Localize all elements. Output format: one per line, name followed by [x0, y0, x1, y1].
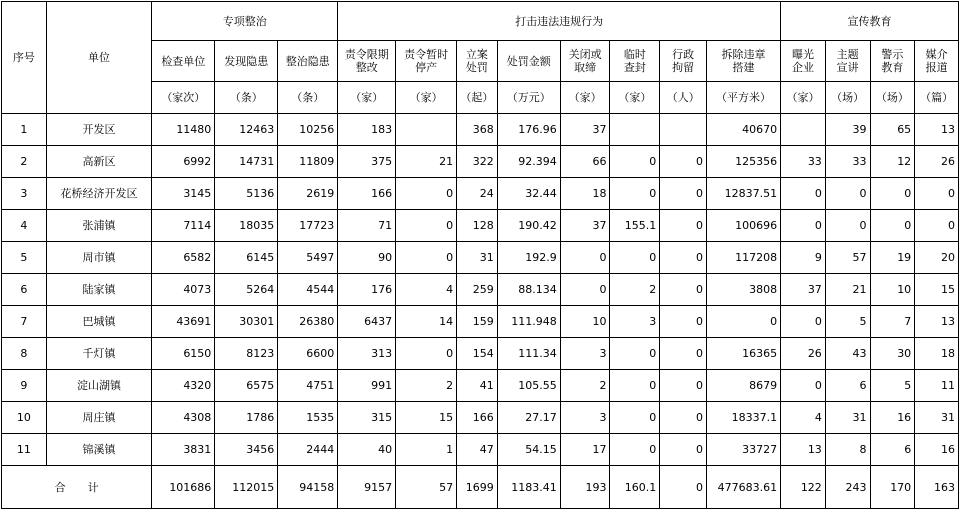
table-cell: 4544: [278, 274, 338, 306]
table-cell: 0: [396, 242, 457, 274]
table-cell: 3: [560, 338, 610, 370]
table-cell: 6150: [152, 338, 215, 370]
row-unit-name: 高新区: [46, 146, 152, 178]
table-cell: 20: [915, 242, 959, 274]
table-cell: 0: [781, 370, 826, 402]
table-cell: 54.15: [497, 434, 560, 466]
table-cell: 10: [870, 274, 915, 306]
table-cell: 100696: [706, 210, 780, 242]
table-row: [2, 178, 959, 210]
column-unit: （万元）: [497, 82, 560, 114]
column-header: 责令暂时 停产: [396, 41, 457, 82]
row-seq: 10: [2, 402, 47, 434]
table-cell: 8679: [706, 370, 780, 402]
table-cell: 0: [610, 338, 660, 370]
table-cell: 0: [396, 338, 457, 370]
table-cell: 12837.51: [706, 178, 780, 210]
table-cell: 991: [338, 370, 396, 402]
header-seq: 序号: [2, 2, 47, 114]
table-row: [2, 114, 959, 146]
table-cell: 18035: [215, 210, 278, 242]
table-cell: 0: [396, 178, 457, 210]
column-unit: （家）: [610, 82, 660, 114]
total-cell: 1183.41: [497, 466, 560, 509]
table-cell: 125356: [706, 146, 780, 178]
header-group-special-rectification: 专项整治: [152, 2, 338, 41]
table-cell: 190.42: [497, 210, 560, 242]
table-cell: 7114: [152, 210, 215, 242]
table-cell: 31: [915, 402, 959, 434]
row-seq: 8: [2, 338, 47, 370]
table-cell: 47: [457, 434, 498, 466]
table-cell: 16365: [706, 338, 780, 370]
table-cell: 17: [560, 434, 610, 466]
column-unit: （起）: [457, 82, 498, 114]
table-cell: 0: [915, 178, 959, 210]
table-cell: 0: [825, 178, 870, 210]
column-unit: （家次）: [152, 82, 215, 114]
table-cell: 3456: [215, 434, 278, 466]
table-cell: [610, 114, 660, 146]
table-cell: 166: [457, 402, 498, 434]
table-row: [2, 402, 959, 434]
column-unit: （条）: [278, 82, 338, 114]
table-row: [2, 338, 959, 370]
table-cell: 11: [915, 370, 959, 402]
table-cell: 0: [610, 434, 660, 466]
table-cell: 30: [870, 338, 915, 370]
total-cell: 94158: [278, 466, 338, 509]
row-unit-name: 周市镇: [46, 242, 152, 274]
table-cell: 0: [915, 210, 959, 242]
table-cell: 18: [915, 338, 959, 370]
table-cell: [396, 114, 457, 146]
table-cell: 33: [781, 146, 826, 178]
table-cell: 183: [338, 114, 396, 146]
table-cell: 3831: [152, 434, 215, 466]
table-cell: 30301: [215, 306, 278, 338]
table-cell: 0: [560, 242, 610, 274]
table-cell: 0: [660, 274, 707, 306]
table-cell: 15: [915, 274, 959, 306]
table-cell: 1786: [215, 402, 278, 434]
table-cell: 14731: [215, 146, 278, 178]
total-cell: 170: [870, 466, 915, 509]
table-cell: 2: [610, 274, 660, 306]
table-row: [2, 146, 959, 178]
table-row: [2, 274, 959, 306]
row-seq: 2: [2, 146, 47, 178]
table-cell: 92.394: [497, 146, 560, 178]
row-unit-name: 淀山湖镇: [46, 370, 152, 402]
table-row: [2, 434, 959, 466]
table-cell: 6: [825, 370, 870, 402]
row-unit-name: 陆家镇: [46, 274, 152, 306]
table-cell: 7: [870, 306, 915, 338]
table-cell: 14: [396, 306, 457, 338]
table-cell: 13: [781, 434, 826, 466]
table-cell: 10256: [278, 114, 338, 146]
table-cell: 313: [338, 338, 396, 370]
table-cell: 6575: [215, 370, 278, 402]
table-cell: 15: [396, 402, 457, 434]
table-cell: 3145: [152, 178, 215, 210]
table-cell: 0: [781, 178, 826, 210]
table-cell: 18337.1: [706, 402, 780, 434]
table-cell: 0: [610, 242, 660, 274]
table-cell: 0: [610, 146, 660, 178]
table-cell: 66: [560, 146, 610, 178]
table-cell: 315: [338, 402, 396, 434]
table-cell: 2: [396, 370, 457, 402]
table-cell: 192.9: [497, 242, 560, 274]
table-cell: 0: [660, 338, 707, 370]
table-cell: 155.1: [610, 210, 660, 242]
table-cell: 4: [781, 402, 826, 434]
header-group-publicity: 宣传教育: [781, 2, 959, 41]
table-cell: 4: [396, 274, 457, 306]
total-cell: 112015: [215, 466, 278, 509]
column-header: 拆除违章 搭建: [706, 41, 780, 82]
total-row: [2, 466, 959, 509]
table-cell: [660, 114, 707, 146]
table-cell: 26: [781, 338, 826, 370]
table-cell: 1535: [278, 402, 338, 434]
table-cell: 0: [560, 274, 610, 306]
table-cell: 0: [610, 402, 660, 434]
total-cell: 163: [915, 466, 959, 509]
table-cell: 5136: [215, 178, 278, 210]
table-cell: 176: [338, 274, 396, 306]
column-header: 临时 查封: [610, 41, 660, 82]
table-cell: 0: [825, 210, 870, 242]
table-cell: 37: [560, 114, 610, 146]
table-cell: 368: [457, 114, 498, 146]
table-cell: 5497: [278, 242, 338, 274]
table-cell: 0: [396, 210, 457, 242]
table-cell: 154: [457, 338, 498, 370]
column-header: 关闭或 取缔: [560, 41, 610, 82]
table-cell: 2: [560, 370, 610, 402]
total-cell: 9157: [338, 466, 396, 509]
table-cell: 0: [610, 370, 660, 402]
table-cell: 0: [660, 210, 707, 242]
table-cell: [781, 114, 826, 146]
row-unit-name: 锦溪镇: [46, 434, 152, 466]
table-cell: 39: [825, 114, 870, 146]
table-cell: 10: [560, 306, 610, 338]
table-cell: 0: [660, 242, 707, 274]
table-cell: 31: [825, 402, 870, 434]
table-cell: 0: [706, 306, 780, 338]
table-cell: 18: [560, 178, 610, 210]
table-cell: 176.96: [497, 114, 560, 146]
table-cell: 0: [660, 402, 707, 434]
table-cell: 65: [870, 114, 915, 146]
column-unit: （篇）: [915, 82, 959, 114]
column-header: 检查单位: [152, 41, 215, 82]
table-cell: 26: [915, 146, 959, 178]
row-unit-name: 巴城镇: [46, 306, 152, 338]
table-cell: 37: [781, 274, 826, 306]
table-cell: 24: [457, 178, 498, 210]
table-cell: 19: [870, 242, 915, 274]
row-seq: 4: [2, 210, 47, 242]
table-cell: 3808: [706, 274, 780, 306]
total-cell: 477683.61: [706, 466, 780, 509]
table-cell: 322: [457, 146, 498, 178]
table-cell: 6582: [152, 242, 215, 274]
total-cell: 1699: [457, 466, 498, 509]
row-seq: 6: [2, 274, 47, 306]
table-cell: 3: [610, 306, 660, 338]
table-cell: 0: [660, 434, 707, 466]
table-row: [2, 306, 959, 338]
table-cell: 90: [338, 242, 396, 274]
table-cell: 3: [560, 402, 610, 434]
column-unit: （人）: [660, 82, 707, 114]
table-cell: 16: [915, 434, 959, 466]
table-cell: 0: [660, 146, 707, 178]
table-cell: 5: [870, 370, 915, 402]
table-cell: 0: [610, 178, 660, 210]
table-cell: 6145: [215, 242, 278, 274]
table-cell: 21: [396, 146, 457, 178]
column-unit: （场）: [825, 82, 870, 114]
table-cell: 33: [825, 146, 870, 178]
table-cell: 117208: [706, 242, 780, 274]
total-cell: 160.1: [610, 466, 660, 509]
table-cell: 33727: [706, 434, 780, 466]
table-cell: 4073: [152, 274, 215, 306]
table-cell: 4308: [152, 402, 215, 434]
table-cell: 0: [870, 178, 915, 210]
statistics-table: [1, 1, 959, 509]
table-cell: 11480: [152, 114, 215, 146]
table-cell: 40: [338, 434, 396, 466]
column-header: 整治隐患: [278, 41, 338, 82]
table-cell: 12463: [215, 114, 278, 146]
row-seq: 5: [2, 242, 47, 274]
row-seq: 9: [2, 370, 47, 402]
table-cell: 375: [338, 146, 396, 178]
table-cell: 13: [915, 306, 959, 338]
row-unit-name: 花桥经济开发区: [46, 178, 152, 210]
column-unit: （家）: [396, 82, 457, 114]
total-cell: 243: [825, 466, 870, 509]
table-cell: 11809: [278, 146, 338, 178]
table-cell: 40670: [706, 114, 780, 146]
table-row: [2, 210, 959, 242]
column-header: 立案 处罚: [457, 41, 498, 82]
column-unit: （条）: [215, 82, 278, 114]
total-cell: 57: [396, 466, 457, 509]
header-unit: 单位: [46, 2, 152, 114]
table-cell: 13: [915, 114, 959, 146]
table-cell: 6992: [152, 146, 215, 178]
column-header: 主题 宣讲: [825, 41, 870, 82]
column-header: 警示 教育: [870, 41, 915, 82]
table-cell: 6: [870, 434, 915, 466]
row-seq: 1: [2, 114, 47, 146]
row-seq: 11: [2, 434, 47, 466]
table-cell: 105.55: [497, 370, 560, 402]
table-cell: 6600: [278, 338, 338, 370]
table-row: [2, 242, 959, 274]
column-header: 曝光 企业: [781, 41, 826, 82]
header-row-groups: [2, 2, 959, 41]
table-cell: 0: [781, 306, 826, 338]
table-cell: 27.17: [497, 402, 560, 434]
table-cell: 71: [338, 210, 396, 242]
row-unit-name: 千灯镇: [46, 338, 152, 370]
table-cell: 111.34: [497, 338, 560, 370]
table-cell: 32.44: [497, 178, 560, 210]
table-cell: 88.134: [497, 274, 560, 306]
table-cell: 6437: [338, 306, 396, 338]
table-cell: 12: [870, 146, 915, 178]
table-cell: 5: [825, 306, 870, 338]
column-unit: （家）: [781, 82, 826, 114]
table-cell: 111.948: [497, 306, 560, 338]
table-cell: 17723: [278, 210, 338, 242]
table-row: [2, 370, 959, 402]
column-header: 发现隐患: [215, 41, 278, 82]
table-cell: 16: [870, 402, 915, 434]
table-cell: 5264: [215, 274, 278, 306]
table-cell: 43: [825, 338, 870, 370]
table-cell: 26380: [278, 306, 338, 338]
column-unit: （场）: [870, 82, 915, 114]
table-cell: 0: [781, 210, 826, 242]
table-cell: 0: [870, 210, 915, 242]
column-unit: （家）: [560, 82, 610, 114]
column-unit: （家）: [338, 82, 396, 114]
table-cell: 9: [781, 242, 826, 274]
table-cell: 21: [825, 274, 870, 306]
table-cell: 0: [660, 370, 707, 402]
total-label: 合 计: [2, 466, 152, 509]
row-seq: 3: [2, 178, 47, 210]
table-cell: 0: [660, 306, 707, 338]
table-cell: 166: [338, 178, 396, 210]
row-unit-name: 周庄镇: [46, 402, 152, 434]
table-cell: 4751: [278, 370, 338, 402]
row-seq: 7: [2, 306, 47, 338]
table-cell: 2619: [278, 178, 338, 210]
column-header: 责令限期 整改: [338, 41, 396, 82]
header-group-crackdown: 打击违法违规行为: [338, 2, 781, 41]
table-cell: 57: [825, 242, 870, 274]
table-cell: 2444: [278, 434, 338, 466]
table-cell: 128: [457, 210, 498, 242]
total-cell: 101686: [152, 466, 215, 509]
table-cell: 1: [396, 434, 457, 466]
column-unit: （平方米）: [706, 82, 780, 114]
table-cell: 259: [457, 274, 498, 306]
table-cell: 43691: [152, 306, 215, 338]
table-cell: 4320: [152, 370, 215, 402]
total-cell: 122: [781, 466, 826, 509]
table-cell: 37: [560, 210, 610, 242]
column-header: 行政 拘留: [660, 41, 707, 82]
table-cell: 8: [825, 434, 870, 466]
column-header: 媒介 报道: [915, 41, 959, 82]
column-header: 处罚金额: [497, 41, 560, 82]
table-cell: 8123: [215, 338, 278, 370]
table-cell: 41: [457, 370, 498, 402]
row-unit-name: 开发区: [46, 114, 152, 146]
table-cell: 0: [660, 178, 707, 210]
total-cell: 193: [560, 466, 610, 509]
table-cell: 31: [457, 242, 498, 274]
row-unit-name: 张浦镇: [46, 210, 152, 242]
total-cell: 0: [660, 466, 707, 509]
table-cell: 159: [457, 306, 498, 338]
